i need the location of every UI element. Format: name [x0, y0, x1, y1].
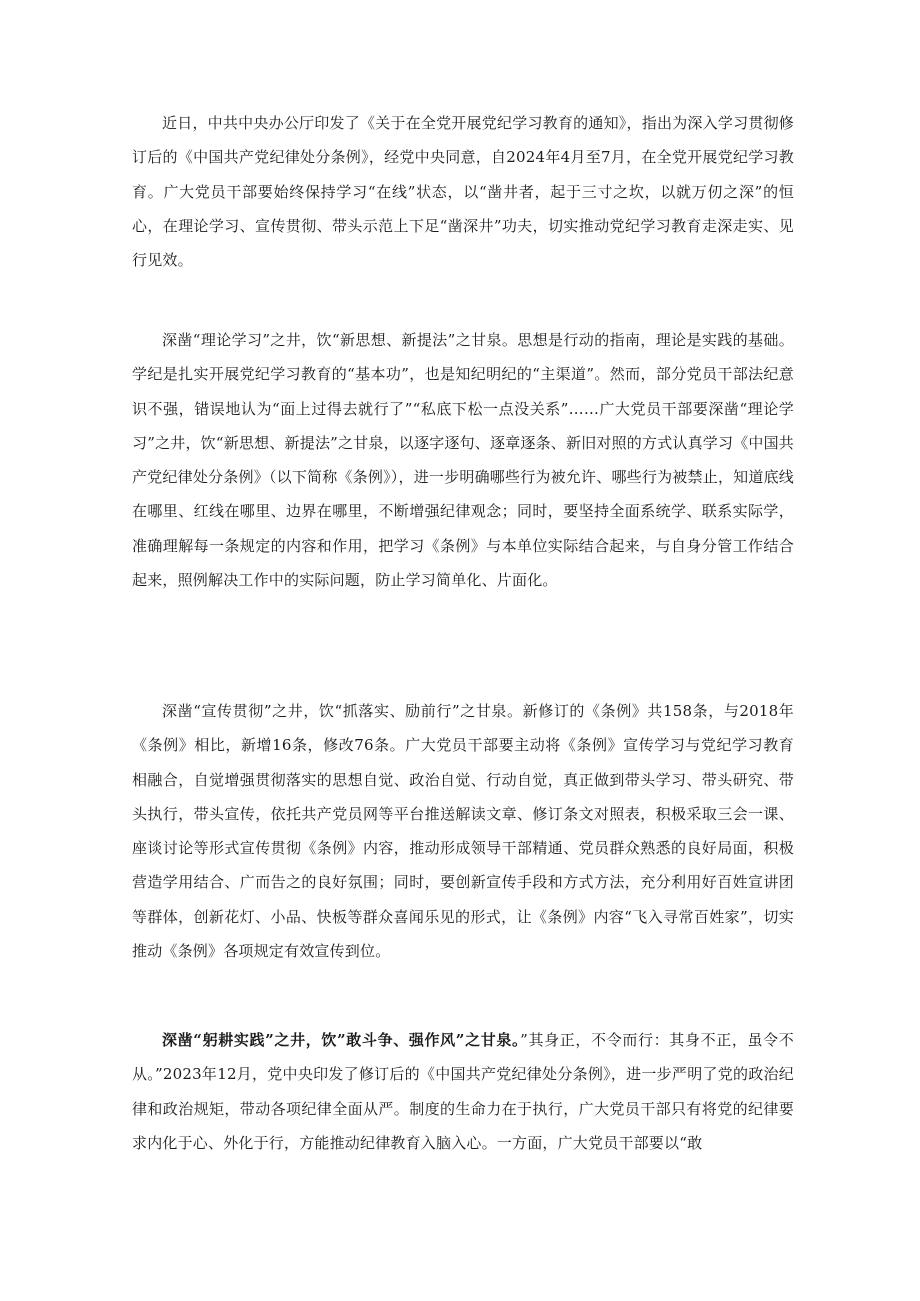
paragraph-intro: 近日，中共中央办公厅印发了《关于在全党开展党纪学习教育的通知》，指出为深入学习贯彻修订后的《中国共产党纪律处分条例》，经党中央同意，自2024年4月至7月，在全党开展党纪学习教育。广大党员干部要始终保持学习“在线”状态，以“凿井者，起于三寸之坎，以就万仞之深”的恒心，在理论学习、宣传贯彻、带头示范上下足“凿深井”功夫，切实推动党纪学习教育走深走实、见行见效。 — [132, 114, 794, 270]
paragraph-theory-study: 深凿“理论学习”之井，饮“新思想、新提法”之甘泉。思想是行动的指南，理论是实践的基础。学纪是扎实开展党纪学习教育的“基本功”，也是知纪明纪的“主渠道”。然而，部分党员干部法纪意识不强，错误地认为“面上过得去就行了”“私底下松一点没关系”……广大党员干部要深凿“理论学习”之井，饮“新思想、新提法”之甘泉，以逐字逐句、逐章逐条、新旧对照的方式认真学习《中国共产党纪律处分条例》（以下简称《条例》），进一步明确哪些行为被允许、哪些行为被禁止，知道底线在哪里、红线在哪里、边界在哪里，不断增强纪律观念；同时，要坚持全面系统学、联系实际学，准确理解每一条规定的内容和作用，把学习《条例》与本单位实际结合起来，与自身分管工作结合起来，照例解决工作中的实际问题，防止学习简单化、片面化。 — [132, 331, 795, 590]
paragraph-practice-body: ”其身正，不令而行：其身不正，虽令不从。”2023年12月，党中央印发了修订后的《中国共产党纪律处分条例》，进一步严明了党的政治纪律和政治规矩，带动各项纪律全面从严。制度的生命力在于执行，广大党员干部只有将党的纪律要求内化于心、外化于行，方能推动纪律教育入脑入心。一方面，广大党员干部要以“敢 — [132, 1031, 794, 1152]
paragraph-practice-heading: 深凿“躬耕实践”之井，饮”敢斗争、强作风”之甘泉。 — [162, 1031, 521, 1049]
paragraph-practice — [132, 1023, 794, 1160]
paragraph-publicity: 深凿“宣传贯彻”之井，饮“抓落实、励前行”之甘泉。新修订的《条例》共158条，与2018年《条例》相比，新增16条，修改76条。广大党员干部要主动将《条例》宣传学习与党纪学习教育相融合，自觉增强贯彻落实的思想自觉、政治自觉、行动自觉，真正做到带头学习、带头研究、带头执行，带头宣传，依托共产党员网等平台推送解读文章、修订条文对照表，积极采取三会一课、座谈讨论等形式宣传贯彻《条例》内容，推动形成领导干部精通、党员群众熟悉的良好局面，积极营造学用结合、广而告之的良好氛围；同时，要创新宣传手段和方式方法，充分利用好百姓宣讲团等群体，创新花灯、小品、快板等群众喜闻乐见的形式，让《条例》内容“飞入寻常百姓家”，切实推动《条例》各项规定有效宣传到位。 — [132, 702, 794, 961]
